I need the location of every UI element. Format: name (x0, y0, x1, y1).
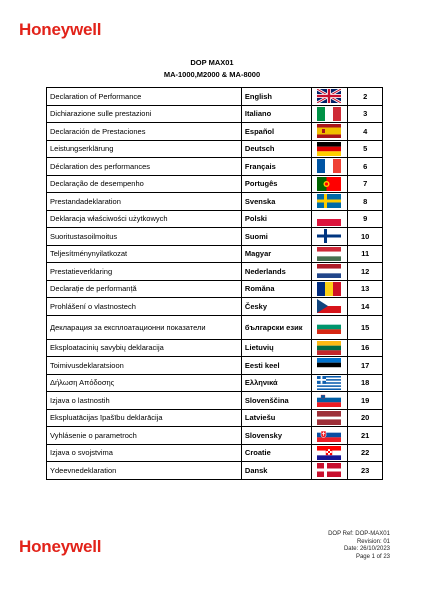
page-number: 17 (348, 357, 383, 375)
flag-cell (311, 357, 348, 375)
table-row (47, 462, 383, 480)
declaration-title: Toimivusdeklaratsioon (47, 357, 242, 375)
document-title: DOP MAX01 (190, 58, 234, 67)
table-row (47, 140, 383, 158)
language-name: Slovensky (241, 427, 311, 445)
table-row (47, 210, 383, 228)
language-name: Dansk (241, 462, 311, 480)
language-name: Italiano (241, 105, 311, 123)
si-flag-icon (317, 393, 341, 407)
page-number: 3 (348, 105, 383, 123)
page-number: 6 (348, 158, 383, 176)
declaration-title: Vyhlásenie o parametroch (47, 427, 242, 445)
language-name: Polski (241, 210, 311, 228)
flag-cell (311, 140, 348, 158)
language-name: Romăna (241, 280, 311, 298)
page-number: 16 (348, 339, 383, 357)
declaration-title: Dichiarazione sulle prestazioni (47, 105, 242, 123)
lv-flag-icon (317, 411, 341, 425)
table-row (47, 315, 383, 339)
page-number: 21 (348, 427, 383, 445)
footer-revision: Revision: 01 (356, 538, 390, 545)
lt-flag-icon (317, 341, 341, 355)
declaration-title: Declarație de performanță (47, 280, 242, 298)
flag-cell (311, 158, 348, 176)
page-number: 23 (348, 462, 383, 480)
page-number: 15 (348, 315, 383, 339)
page-number: 2 (348, 88, 383, 106)
declaration-title: Δήλωση Απόδοσης (47, 374, 242, 392)
fi-flag-icon (317, 229, 341, 243)
declaration-title: Declaration of Performance (47, 88, 242, 106)
hr-flag-icon (317, 446, 341, 460)
page-number: 9 (348, 210, 383, 228)
declaration-title: Déclaration des performances (47, 158, 242, 176)
language-name: Suomi (241, 228, 311, 246)
declaration-title: Declaración de Prestaciones (47, 123, 242, 141)
flag-cell (311, 409, 348, 427)
table-row (47, 88, 383, 106)
language-name: Svenska (241, 193, 311, 211)
honeywell-logo: Honeywell (19, 20, 102, 39)
gb-flag-icon (317, 89, 341, 103)
declaration-title: Izjava o svojstvima (47, 444, 242, 462)
declaration-title: Declaração de desempenho (47, 175, 242, 193)
flag-cell (311, 374, 348, 392)
language-name: Ελληνικά (241, 374, 311, 392)
dk-flag-icon (317, 463, 341, 477)
table-row (47, 280, 383, 298)
flag-cell (311, 298, 348, 316)
language-name: Español (241, 123, 311, 141)
page-number: 4 (348, 123, 383, 141)
language-index-table (46, 87, 383, 480)
language-name: Nederlands (241, 263, 311, 281)
flag-cell (311, 263, 348, 281)
flag-cell (311, 88, 348, 106)
language-name: Portugês (241, 175, 311, 193)
table-row (47, 427, 383, 445)
bg-flag-icon (317, 320, 341, 334)
declaration-title: Teljesítménynyilatkozat (47, 245, 242, 263)
page-number: 20 (348, 409, 383, 427)
declaration-title: Deklaracja właściwości użytkowych (47, 210, 242, 228)
page-number: 12 (348, 263, 383, 281)
page-number: 8 (348, 193, 383, 211)
language-name: Česky (241, 298, 311, 316)
table-row (47, 105, 383, 123)
language-name: Croatie (241, 444, 311, 462)
page-number: 5 (348, 140, 383, 158)
language-name: Latviešu (241, 409, 311, 427)
flag-cell (311, 175, 348, 193)
table-row (47, 175, 383, 193)
flag-cell (311, 315, 348, 339)
language-name: Français (241, 158, 311, 176)
language-name: български език (241, 315, 311, 339)
table-row (47, 228, 383, 246)
es-flag-icon (317, 124, 341, 138)
table-row (47, 444, 383, 462)
table-row (47, 193, 383, 211)
language-name: Slovenščina (241, 392, 311, 410)
flag-cell (311, 123, 348, 141)
flag-cell (311, 228, 348, 246)
table-row (47, 409, 383, 427)
sk-flag-icon (317, 428, 341, 442)
declaration-title: Eksploatacinių savybių deklaracija (47, 339, 242, 357)
page-number: 10 (348, 228, 383, 246)
table-row (47, 357, 383, 375)
flag-cell (311, 339, 348, 357)
document-footer (328, 531, 390, 561)
declaration-title: Ydeevnedeklaration (47, 462, 242, 480)
cz-flag-icon (317, 299, 341, 313)
footer-page: Page 1 of 23 (355, 553, 390, 560)
table-row (47, 339, 383, 357)
de-flag-icon (317, 142, 341, 156)
page-number: 7 (348, 175, 383, 193)
hu-flag-icon (317, 247, 341, 261)
page-number: 13 (348, 280, 383, 298)
ee-flag-icon (317, 358, 341, 372)
declaration-title: Izjava o lastnostih (47, 392, 242, 410)
flag-cell (311, 462, 348, 480)
page-number: 14 (348, 298, 383, 316)
flag-cell (311, 193, 348, 211)
table-row (47, 158, 383, 176)
pt-flag-icon (317, 177, 341, 191)
page-number: 11 (348, 245, 383, 263)
footer-date: Date: 26/10/2023 (343, 546, 390, 552)
language-name: Lietuvių (241, 339, 311, 357)
page-number: 19 (348, 392, 383, 410)
declaration-title: Декларация за експлоатационни показатели (47, 315, 242, 339)
declaration-title: Suoritustasoilmoitus (47, 228, 242, 246)
document-subtitle: MA-1000,M2000 & MA-8000 (163, 70, 261, 79)
table-row (47, 298, 383, 316)
table-row (47, 263, 383, 281)
pl-flag-icon (317, 212, 341, 226)
fr-flag-icon (317, 159, 341, 173)
declaration-title: Prohlášení o vlastnostech (47, 298, 242, 316)
declaration-title: Prestatieverklaring (47, 263, 242, 281)
table-row (47, 374, 383, 392)
se-flag-icon (317, 194, 341, 208)
language-name: Deutsch (241, 140, 311, 158)
table-row (47, 392, 383, 410)
language-name: Eesti keel (241, 357, 311, 375)
flag-cell (311, 427, 348, 445)
page-number: 22 (348, 444, 383, 462)
flag-cell (311, 105, 348, 123)
table-row (47, 123, 383, 141)
declaration-title: Ekspluatācijas īpašību deklarācija (47, 409, 242, 427)
flag-cell (311, 245, 348, 263)
flag-cell (311, 444, 348, 462)
flag-cell (311, 392, 348, 410)
page-number: 18 (348, 374, 383, 392)
it-flag-icon (317, 107, 341, 121)
nl-flag-icon (317, 264, 341, 278)
declaration-title: Prestandadeklaration (47, 193, 242, 211)
table-row (47, 245, 383, 263)
language-name: Magyar (241, 245, 311, 263)
flag-cell (311, 280, 348, 298)
document-title-block (0, 57, 424, 81)
flag-cell (311, 210, 348, 228)
declaration-title: Leistungserklärung (47, 140, 242, 158)
ro-flag-icon (317, 282, 341, 296)
gr-flag-icon (317, 376, 341, 390)
language-name: English (241, 88, 311, 106)
honeywell-logo-footer: Honeywell (19, 537, 102, 556)
footer-doc-ref: DOP Ref: DOP-MAX01 (328, 531, 390, 537)
